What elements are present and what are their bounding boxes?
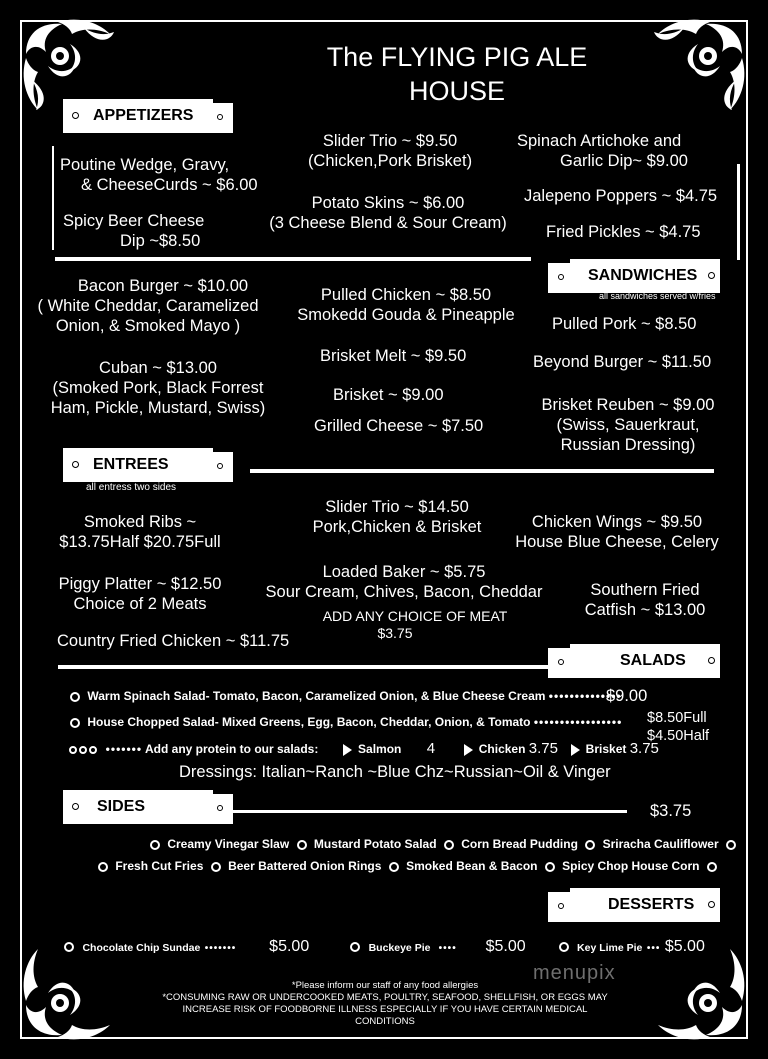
footer-line-1: *Please inform our staff of any food allergies [291,980,479,991]
house-chopped-half: $4.50Half [647,728,710,744]
side-bean-bacon: Smoked Bean & Bacon [406,859,538,873]
spinach-dip-name: Spinach Artichoke and [517,132,682,150]
salmon-price: 4 [426,740,436,757]
leader-dots: ••• [646,943,661,954]
desserts-heading: DESSERTS [608,896,695,913]
allergy-disclaimer [130,980,640,1028]
slider-trio-desc: (Chicken,Pork Brisket) [307,152,473,170]
chicken-wings-name: Chicken Wings ~ $9.50 [531,513,703,531]
smoked-ribs-item [40,512,240,552]
bullet-icon [726,840,736,850]
pulled-chicken-item [290,285,522,325]
sundae-name: Chocolate Chip Sundae [82,942,201,954]
fried-pickles-item: Fried Pickles ~ $4.75 [546,223,701,241]
chicken-price: 3.75 [528,740,558,757]
side-creamy-slaw: Creamy Vinegar Slaw [167,837,290,851]
salads-banner [548,644,720,678]
bullet-icon [350,942,360,952]
bullet-icon [89,746,97,754]
chicken-label: Chicken [478,742,526,756]
bullet-icon [150,840,160,850]
side-onion-rings: Beer Battered Onion Rings [228,859,382,873]
play-arrow-icon [343,744,352,756]
entrees-note: all entress two sides [86,482,177,493]
footer-line-2: *CONSUMING RAW OR UNDERCOOKED MEATS, POULTRY, SEAFOOD, SHELLFISH, OR EGGS MAY [162,992,608,1003]
bullet-icon [545,862,555,872]
warm-spinach-name: Warm Spinach Salad- Tomato, Bacon, Caramelized Onion, & Blue Cheese Cream [87,689,546,703]
play-arrow-icon [464,744,473,756]
appetizer-divider [52,146,54,250]
bacon-burger-item [30,276,266,336]
side-corn-bread: Corn Bread Pudding [461,837,578,851]
country-fried-item: Country Fried Chicken ~ $11.75 [57,632,290,650]
salads-heading: SALADS [620,652,686,669]
dressings-line: Dressings: Italian~Ranch ~Blue Chz~Russian~Oil & Vinger [179,763,611,781]
leader-dots: ••••••• [204,943,237,954]
poutine-item [60,155,258,195]
brisket-reuben-desc-1: (Swiss, Sauerkraut, [556,416,700,434]
appetizers-rule [55,257,531,261]
slider-trio-entree-item [297,497,497,537]
house-chopped-full: $8.50Full [647,710,707,726]
grilled-cheese-item: Grilled Cheese ~ $7.50 [314,417,484,435]
add-meat-note [300,608,530,642]
potato-skins-item [260,193,516,233]
cuban-desc-1: (Smoked Pork, Black Forrest [52,379,264,397]
watermark: menupix [533,962,616,984]
slider-trio-item [290,131,490,171]
bullet-icon [559,942,569,952]
sandwiches-heading: SANDWICHES [588,267,698,284]
entrees-banner [63,448,235,482]
house-chopped-name: House Chopped Salad- Mixed Greens, Egg, Bacon, Cheddar, Onion, & Tomato [87,715,531,729]
bullet-icon [211,862,221,872]
salmon-label: Salmon [358,742,402,756]
menu-title [262,40,652,108]
potato-skins-name: Potato Skins ~ $6.00 [311,194,465,212]
warm-spinach-price: $9.00 [606,687,648,705]
sides-banner [63,790,235,824]
brisket-reuben-name: Brisket Reuben ~ $9.00 [541,396,715,414]
beer-cheese-name: Spicy Beer Cheese [63,212,205,230]
brisket-label: Brisket [585,742,627,756]
brisket-melt-item: Brisket Melt ~ $9.50 [320,347,467,365]
pulled-pork-item: Pulled Pork ~ $8.50 [552,315,697,333]
protein-label: Add any protein to our salads: [144,742,319,756]
cuban-item [40,358,276,418]
sides-row-1 [146,837,740,851]
buckeye-price: $5.00 [485,938,526,955]
desserts-row [60,938,705,956]
salads-rule [58,665,552,669]
bacon-burger-desc-1: ( White Cheddar, Caramelized [37,297,259,315]
cuban-name: Cuban ~ $13.00 [99,359,217,377]
side-mustard-potato: Mustard Potato Salad [313,837,437,851]
warm-spinach-row [66,689,622,703]
bullet-icon [297,840,307,850]
bacon-burger-desc-2: Onion, & Smoked Mayo ) [55,317,241,335]
bullet-icon [98,862,108,872]
piggy-platter-desc: Choice of 2 Meats [73,595,207,613]
beyond-burger-item: Beyond Burger ~ $11.50 [533,353,712,371]
brisket-reuben-desc-2: Russian Dressing) [560,436,696,454]
slider-trio-name: Slider Trio ~ $9.50 [322,132,458,150]
slider-trio-entree-desc: Pork,Chicken & Brisket [312,518,482,536]
piggy-platter-item [40,574,240,614]
pulled-chicken-desc: Smokedd Gouda & Pineapple [297,306,515,324]
protein-row [68,740,659,757]
bacon-burger-name: Bacon Burger ~ $10.00 [77,277,249,295]
sides-heading: SIDES [97,798,146,815]
spinach-dip-price: Garlic Dip~ $9.00 [560,152,688,170]
side-corn: Spicy Chop House Corn [562,859,700,873]
bullet-icon [69,746,77,754]
footer-line-3: INCREASE RISK OF FOODBORNE ILLNESS ESPECIALLY IF YOU HAVE CERTAIN MEDICAL [182,1004,588,1015]
flourish-top-right-icon [640,14,750,124]
sandwiches-banner [548,259,720,293]
desserts-banner [548,888,720,922]
bullet-icon [389,862,399,872]
bullet-icon [64,942,74,952]
chicken-wings-item [510,512,724,552]
slider-trio-entree-name: Slider Trio ~ $14.50 [325,498,469,516]
play-arrow-icon [571,744,580,756]
cuban-desc-2: Ham, Pickle, Mustard, Swiss) [50,399,266,417]
footer-line-4: CONDITIONS [355,1016,415,1027]
poutine-name: Poutine Wedge, Gravy, [60,156,230,174]
chicken-wings-desc: House Blue Cheese, Celery [515,533,719,551]
entrees-rule [250,469,714,473]
loaded-baker-desc: Sour Cream, Chives, Bacon, Cheddar [265,583,543,601]
house-chopped-row [66,715,622,729]
leader-dots: •••• [434,943,457,954]
bullet-icon [444,840,454,850]
entrees-heading: ENTREES [93,456,169,473]
catfish-name: Southern Fried [590,581,700,599]
key-lime-price: $5.00 [664,938,705,955]
piggy-platter-name: Piggy Platter ~ $12.50 [58,575,222,593]
sundae-price: $5.00 [269,938,310,955]
sides-row-2 [94,859,721,873]
leader-dots: •••••••••••••• [548,689,622,703]
potato-skins-desc: (3 Cheese Blend & Sour Cream) [269,214,507,232]
brisket-reuben-item [528,395,728,455]
brisket-price: 3.75 [629,740,659,757]
title-line-1: The FLYING PIG ALE [326,42,588,72]
catfish-price: Catfish ~ $13.00 [584,601,706,619]
title-line-2: HOUSE [408,76,506,106]
leader-dots: ••••••• [101,742,143,756]
add-meat-label: ADD ANY CHOICE OF MEAT [322,608,508,624]
smoked-ribs-name: Smoked Ribs ~ [83,513,197,531]
poutine-price: & CheeseCurds ~ $6.00 [81,176,258,194]
jalepeno-item: Jalepeno Poppers ~ $4.75 [524,187,718,205]
loaded-baker-item [258,562,550,602]
bullet-icon [585,840,595,850]
sides-price: $3.75 [650,802,692,820]
bullet-icon [70,692,80,702]
add-meat-price: $3.75 [377,625,413,641]
side-sriracha-cauliflower: Sriracha Cauliflower [602,837,719,851]
loaded-baker-name: Loaded Baker ~ $5.75 [322,563,486,581]
bullet-icon [707,862,717,872]
spinach-dip-item [517,131,688,171]
key-lime-name: Key Lime Pie [577,942,643,954]
beer-cheese-item [63,211,204,251]
beer-cheese-price: Dip ~$8.50 [120,232,201,250]
side-fries: Fresh Cut Fries [115,859,204,873]
leader-dots: ••••••••••••••••• [533,715,623,729]
buckeye-name: Buckeye Pie [368,942,431,954]
appetizers-banner [63,99,233,133]
sandwiches-note: all sandwiches served w/fries [599,291,716,301]
brisket-item: Brisket ~ $9.00 [333,386,444,404]
right-divider [737,164,740,260]
catfish-item [560,580,730,620]
smoked-ribs-price: $13.75Half $20.75Full [59,533,221,551]
pulled-chicken-name: Pulled Chicken ~ $8.50 [320,286,492,304]
bullet-icon [70,718,80,728]
sides-rule [232,810,627,813]
bullet-icon [79,746,87,754]
appetizers-heading: APPETIZERS [93,107,194,124]
